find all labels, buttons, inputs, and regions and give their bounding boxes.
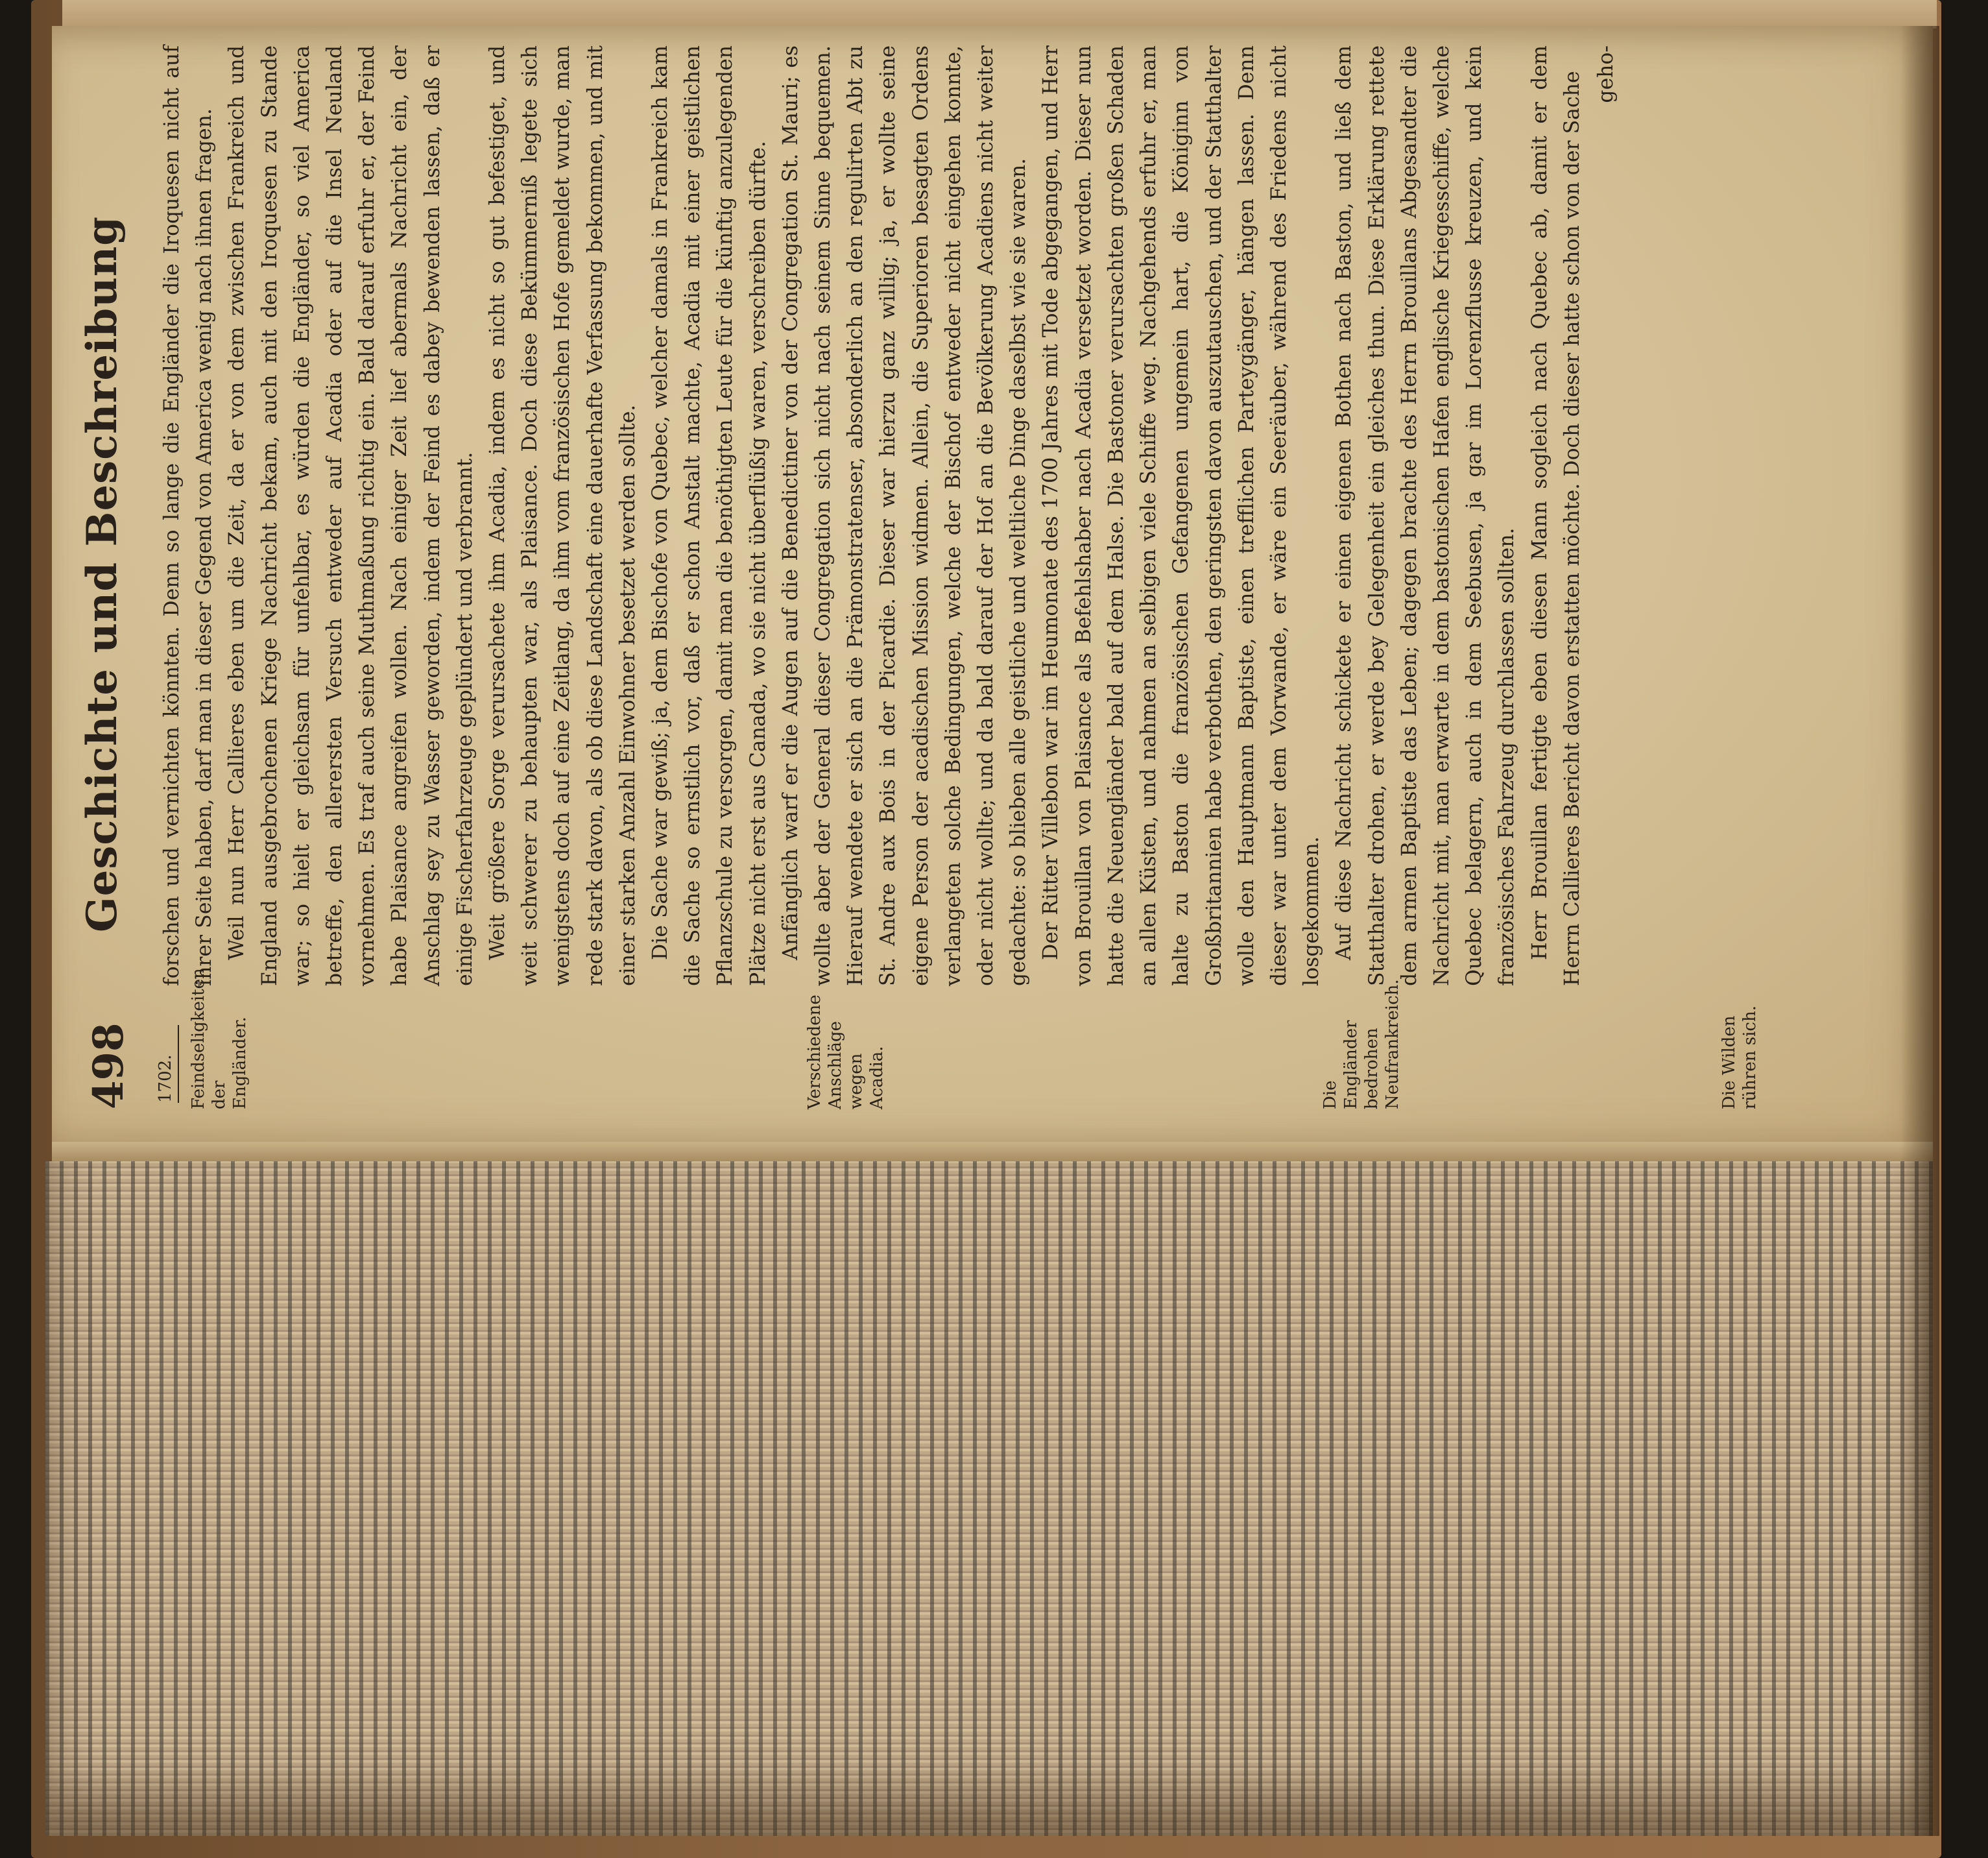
page-stack-edges	[45, 1161, 1933, 1836]
sidenote: Feindseligkeiten der Engländer.	[189, 968, 250, 1109]
year-marker: 1702.	[156, 1025, 179, 1103]
paragraph: Anfänglich warf er die Augen auf die Benedictiner von der Congregation St. Mauri; es wollte aber der General dieser Congregation sich nicht nach seinem Sinne bequemen. Hierauf wendete er sich an die Prämonstratenser, absonderlich an den regulirten Abt zu St. Andre aux Bois in der Picardie. Dieser war hierzu ganz willig; ja, er wollte seine eigene Person der acadischen Mission widmen. Allein, die Superioren besagten Ordens verlangeten solche Bedingungen, welche der Bischof entweder nicht eingehen konnte, oder nicht wollte; und da bald darauf der Hof an die Bevölkerung Acadiens nicht weiter gedachte: so blieben alle geistliche und weltliche Dinge daselbst wie sie waren.	[778, 45, 1031, 986]
paragraph: Auf diese Nachricht schickete er einen eigenen Bothen nach Baston, und ließ dem Statthalter drohen, er werde bey Gelegenheit ein gleiches thun. Diese Erklärung rettete dem armen Baptiste das Leben; dagegen brachte des Herrn Brouillans Abgesandter die Nachricht mit, man erwarte in dem bastonischen Hafen englische Kriegesschiffe, welche Quebec belagern, auch in dem Seebusen, ja gar im Lorenzflusse kreuzen, und kein französisches Fahrzeug durchlassen sollten.	[1332, 45, 1519, 986]
paragraph: Die Sache war gewiß; ja, dem Bischofe von Quebec, welcher damals in Frankreich kam die Sache so ernstlich vor, daß er schon Anstalt machte, Acadia mit einer geistlichen Pflanzschule zu versorgen, damit man die benöthigten Leute für die künftig anzulegenden Plätze nicht erst aus Canada, wo sie nicht überflüßig waren, verschreiben dürfte.	[649, 45, 770, 986]
sidenote: Die Engländer bedrohen Neufrankreich.	[1321, 979, 1402, 1109]
paragraph: Herr Brouillan fertigte eben diesen Mann sogleich nach Quebec ab, damit er dem Herrn Callieres Bericht davon erstatten möchte. Doch dieser hatte schon von der Sache	[1527, 45, 1584, 986]
page-fold	[52, 1142, 1933, 1161]
paragraph: forschen und vernichten könnten. Denn so lange die Engländer die Iroquesen nicht auf ihrer Seite haben, darf man in dieser Gegend von America wenig nach ihnen fragen.	[160, 45, 217, 986]
paragraph: Der Ritter Villebon war im Heumonate des 1700 Jahres mit Tode abgegangen, und Herr von Brouillan von Plaisance als Befehlshaber nach Acadia versetzet worden. Dieser nun hatte die Neuengländer bald auf dem Halse. Die Bastoner verursachten großen Schaden an allen Küsten, und nahmen an selbigen viele Schiffe weg. Nachgehends erfuhr er, man halte zu Baston die französischen Gefangenen ungemein hart, die Königinn von Großbritannien habe verbothen, den geringsten davon auszutauschen, und der Statthalter wolle den Hauptmann Baptiste, einen trefflichen Parteygänger, hängen lassen. Denn dieser war unter dem Vorwande, er wäre ein Seeräuber, während des Friedens nicht losgekommen.	[1039, 45, 1324, 986]
page-title: Geschichte und Beschreibung	[78, 215, 126, 933]
body-text	[156, 45, 1622, 986]
paragraph: Weit größere Sorge verursachete ihm Acadia, indem es nicht so gut befestiget, und weit schwerer zu behaupten war, als Plaisance. Doch diese Bekümmerniß legete sich wenigstens doch auf eine Zeitlang, da ihm vom französischen Hofe gemeldet wurde, man rede stark davon, als ob diese Landschaft eine dauerhafte Verfassung bekommen, und mit einer starken Anzahl Einwohner besetzet werden sollte.	[486, 45, 640, 986]
paragraph: Weil nun Herr Callieres eben um die Zeit, da er von dem zwischen Frankreich und England ausgebrochenen Kriege Nachricht bekam, auch mit den Iroquesen zu Stande war; so hielt er gleichsam für unfehlbar, es würden die Engländer, so viel America betreffe, den allerersten Versuch entweder auf Acadia oder auf die Insel Neuland vornehmen. Es traf auch seine Muthmaßung richtig ein. Bald darauf erfuhr er, der Feind habe Plaisance angreifen wollen. Nach einiger Zeit lief abermals Nachricht ein, der Anschlag sey zu Wasser geworden, indem der Feind es dabey bewenden lassen, daß er einige Fischerfahrzeuge geplündert und verbrannt.	[225, 45, 477, 986]
rotated-page-text	[71, 39, 1926, 1109]
page-number: 498	[84, 1022, 133, 1109]
margin-notes	[156, 968, 1907, 1109]
sidenote: Die Wilden rühren sich.	[1719, 1006, 1760, 1109]
sidenote: Verschiedene Anschläge wegen Acadia.	[805, 995, 887, 1109]
catchword: geho-	[1594, 45, 1618, 103]
running-head	[71, 39, 143, 1109]
